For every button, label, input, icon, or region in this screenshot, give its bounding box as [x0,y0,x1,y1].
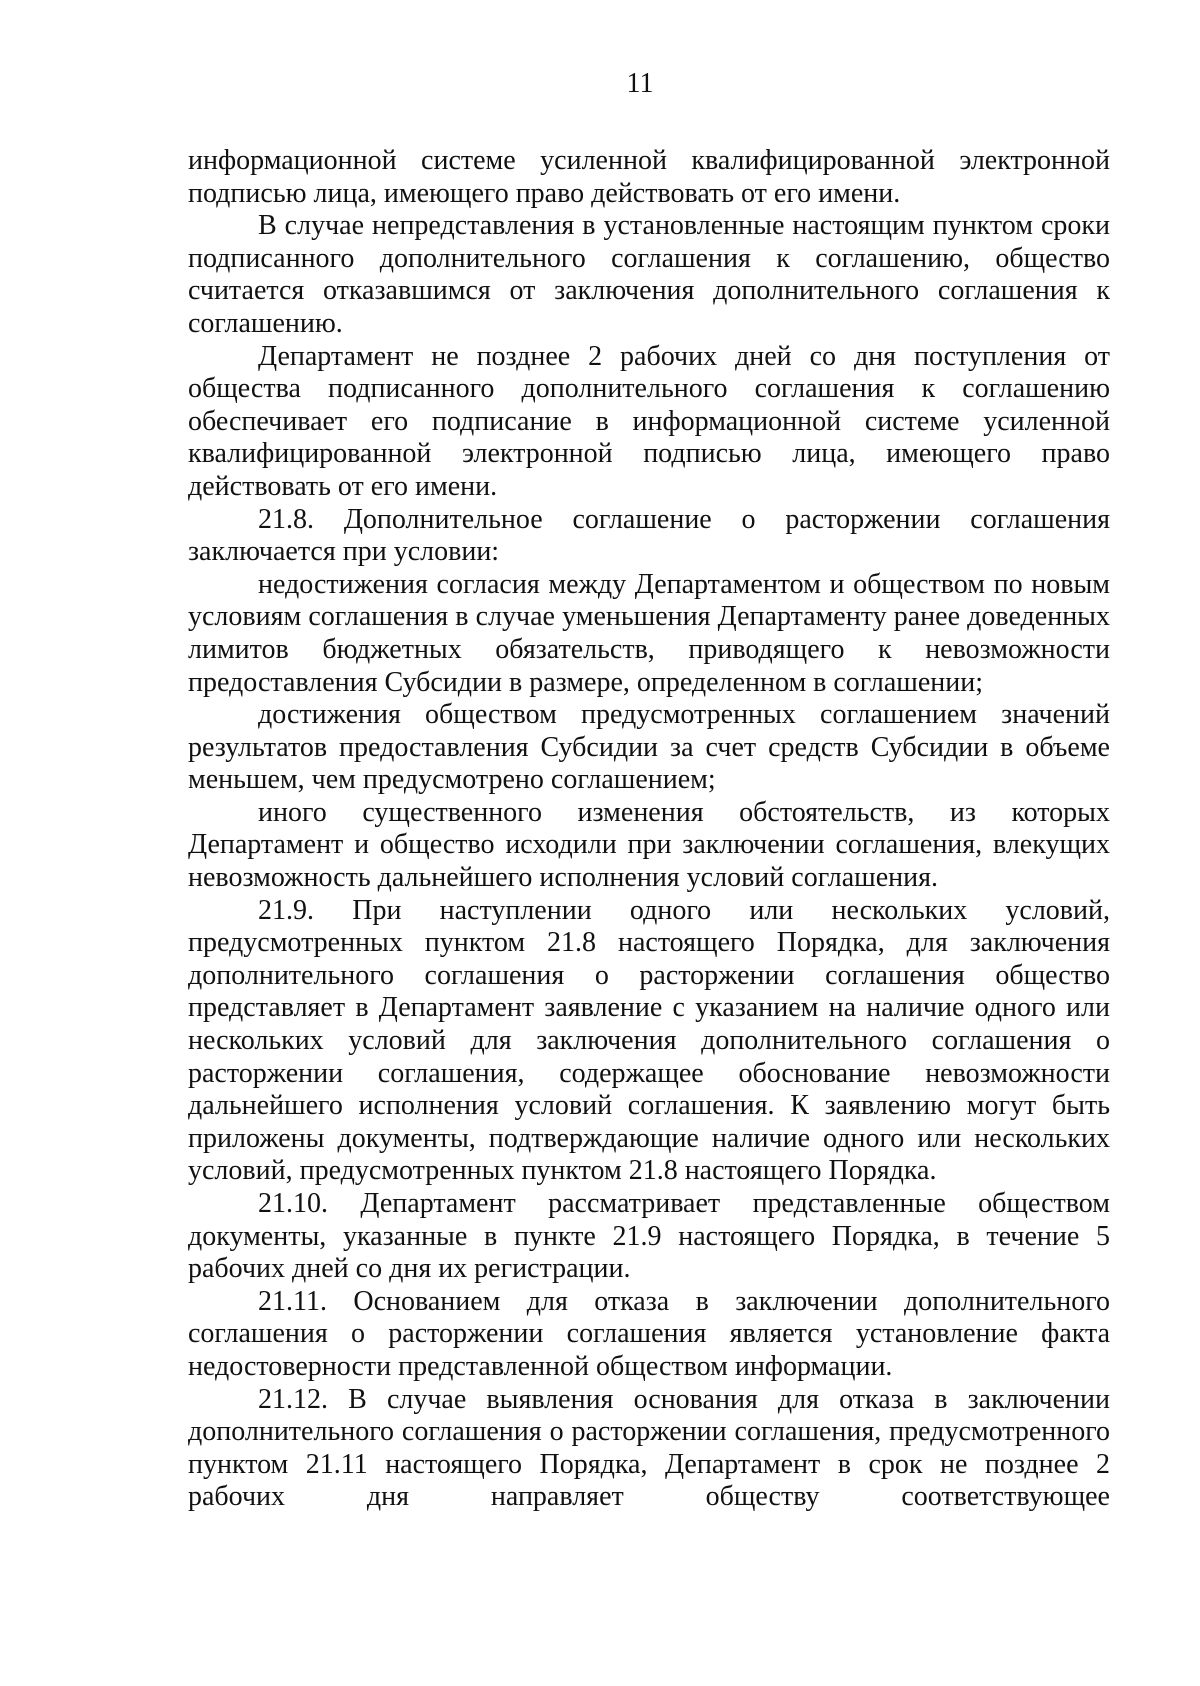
paragraph-condition-circumstances: иного существенного изменения обстоятельств, из которых Департамент и общество исходили при заключении соглашения, влекущих невозможность дальнейшего исполнения условий соглашения. [188,796,1110,894]
paragraph-nonsubmission: В случае непредставления в установленные настоящим пунктом сроки подписанного дополнительного соглашения к соглашению, общество считается отказавшимся от заключения дополнительного соглашения к соглашению. [188,210,1110,339]
paragraph-condition-results: достижения обществом предусмотренных соглашением значений результатов предоставления Субсидии за счет средств Субсидии в объеме меньшем, чем предусмотрено соглашением; [188,699,1110,796]
paragraph-21-12: 21.12. В случае выявления основания для отказа в заключении дополнительного соглашения о расторжении соглашения, предусмотренного пунктом 21.11 настоящего Порядка, Департамент в срок не позднее 2 рабочих дня направляет обществу соответствующее [188,1383,1110,1513]
paragraph-21-11: 21.11. Основанием для отказа в заключении дополнительного соглашения о расторжении соглашения является установление факта недостоверности представленной обществом информации. [188,1285,1110,1382]
paragraph-department-signing: Департамент не позднее 2 рабочих дней со дня поступления от общества подписанного дополнительного соглашения к соглашению обеспечивает его подписание в информационной системе усиленной квалифицированной электронной подписью лица, имеющего право действовать от его имени. [188,340,1110,502]
paragraph-21-10: 21.10. Департамент рассматривает представленные обществом документы, указанные в пункте 21.9 настоящего Порядка, в течение 5 рабочих дней со дня их регистрации. [188,1188,1110,1285]
document-body [188,145,1110,1514]
paragraph-continuation: информационной системе усиленной квалифицированной электронной подписью лица, имеющего право действовать от его имени. [188,145,1110,209]
paragraph-21-9: 21.9. При наступлении одного или нескольких условий, предусмотренных пунктом 21.8 настоящего Порядка, для заключения дополнительного соглашения о расторжении соглашения общество представляет в Департамент заявление с указанием на наличие одного или нескольких условий для заключения дополнительного соглашения о расторжении соглашения, содержащее обоснование невозможности дальнейшего исполнения условий соглашения. К заявлению могут быть приложены документы, подтверждающие наличие одного или нескольких условий, предусмотренных пунктом 21.8 настоящего Порядка. [188,894,1110,1187]
page-number: 11 [626,68,654,99]
paragraph-21-8: 21.8. Дополнительное соглашение о расторжении соглашения заключается при условии: [188,503,1110,568]
paragraph-condition-no-agreement: недостижения согласия между Департаментом и обществом по новым условиям соглашения в случае уменьшения Департаменту ранее доведенных лимитов бюджетных обязательств, приводящего к невозможности предоставления Субсидии в размере, определенном в соглашении; [188,568,1110,698]
